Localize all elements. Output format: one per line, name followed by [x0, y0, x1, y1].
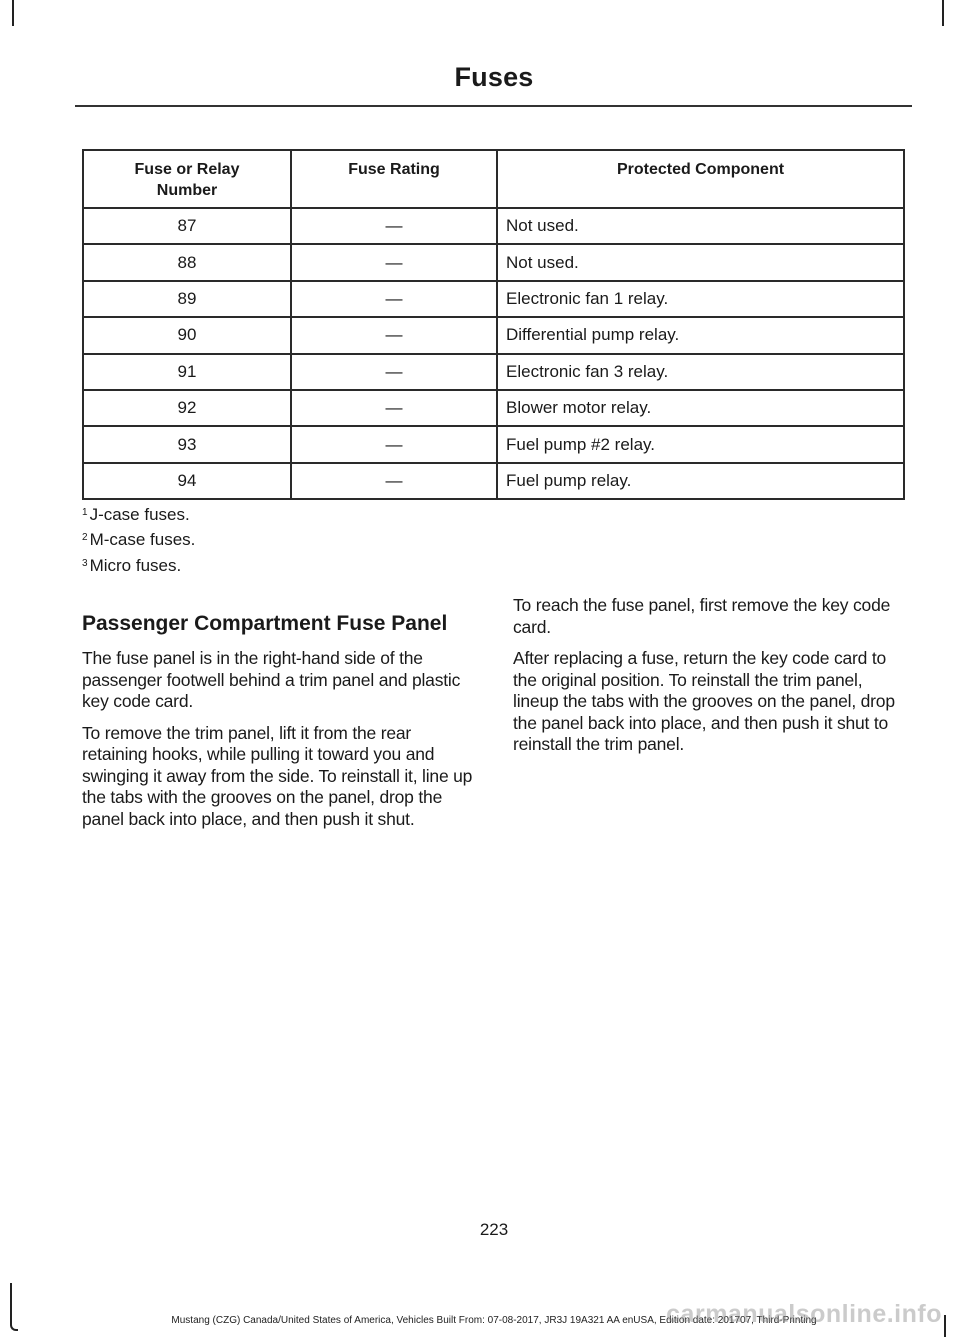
fuse-rating: —	[291, 317, 497, 353]
page-footer: Mustang (CZG) Canada/United States of America, Vehicles Built From: 07-08-2017, JR3J 19A321 AA enUSA, Edition date: 201707, Third-Printing	[171, 1315, 817, 1326]
fuse-rating: —	[291, 208, 497, 244]
fuse-table	[82, 149, 905, 500]
body-paragraph: The fuse panel is in the right-hand side of the passenger footwell behind a trim panel and plastic key code card.	[82, 648, 461, 711]
fuse-rating: —	[291, 463, 497, 499]
fuse-number: 90	[83, 317, 291, 353]
fuse-rating: —	[291, 244, 497, 280]
fuse-rating: —	[291, 354, 497, 390]
table-row	[83, 390, 904, 426]
protected-component: Blower motor relay.	[497, 390, 904, 426]
table-row	[83, 281, 904, 317]
protected-component: Differential pump relay.	[497, 317, 904, 353]
header-fuse-rating: Fuse Rating	[291, 150, 497, 208]
body-paragraph: After replacing a fuse, return the key code card to the original position. To reinstall the trim panel, lineup the tabs with the grooves on the panel, drop the panel back into place, and then push it shut to reinstall the trim panel.	[513, 648, 895, 754]
footnote-text: J-case fuses.	[89, 505, 190, 524]
table-row	[83, 426, 904, 462]
watermark-text: carmanualsonline.info	[666, 1300, 942, 1328]
footnote-text: Micro fuses.	[89, 556, 182, 575]
table-header-row	[83, 150, 904, 208]
fuse-number: 92	[83, 390, 291, 426]
fuse-number: 94	[83, 463, 291, 499]
fuse-number: 87	[83, 208, 291, 244]
footnote-text: M-case fuses.	[89, 530, 196, 549]
body-paragraph: To remove the trim panel, lift it from the rear retaining hooks, while pulling it toward you and swinging it away from the side. To reinstall it, line up the tabs with the grooves on the panel, drop the panel back into place, and then push it shut.	[82, 722, 473, 829]
table-row	[83, 208, 904, 244]
fuse-number: 89	[83, 281, 291, 317]
header-protected-component: Protected Component	[497, 150, 904, 208]
footnote-mark: 1	[82, 507, 88, 518]
body-paragraph: To reach the fuse panel, first remove the key code card.	[513, 595, 891, 637]
right-column	[513, 595, 908, 766]
fuse-rating: —	[291, 390, 497, 426]
protected-component: Not used.	[497, 244, 904, 280]
footnote-mark: 3	[82, 558, 88, 569]
crop-mark-top-right	[942, 0, 944, 26]
footnote	[82, 556, 181, 576]
protected-component: Fuel pump #2 relay.	[497, 426, 904, 462]
title-divider	[75, 105, 912, 107]
table-row	[83, 244, 904, 280]
protected-component: Not used.	[497, 208, 904, 244]
header-fuse-number: Fuse or Relay Number	[83, 150, 291, 208]
footnote	[82, 530, 195, 550]
table-row	[83, 317, 904, 353]
fuse-number: 91	[83, 354, 291, 390]
footnote-mark: 2	[82, 532, 88, 543]
fuse-number: 93	[83, 426, 291, 462]
fuse-rating: —	[291, 281, 497, 317]
fuse-rating: —	[291, 426, 497, 462]
protected-component: Electronic fan 3 relay.	[497, 354, 904, 390]
section-heading: Passenger Compartment Fuse Panel	[82, 612, 448, 635]
page-title: Fuses	[454, 62, 534, 92]
table-row	[83, 463, 904, 499]
fuse-number: 88	[83, 244, 291, 280]
protected-component: Electronic fan 1 relay.	[497, 281, 904, 317]
left-column	[82, 612, 477, 840]
crop-mark-top-left	[12, 0, 14, 26]
protected-component: Fuel pump relay.	[497, 463, 904, 499]
footnote	[82, 505, 190, 525]
table-row	[83, 354, 904, 390]
page-number: 223	[479, 1220, 509, 1239]
